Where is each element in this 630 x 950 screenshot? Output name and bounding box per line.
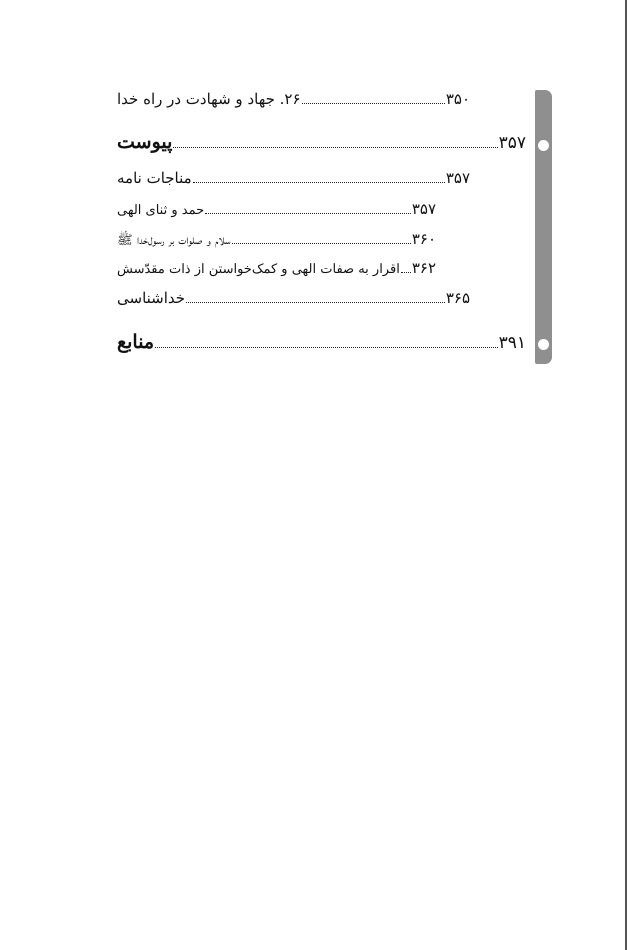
dot-leader <box>205 213 411 214</box>
toc-subentry[interactable] <box>116 200 436 218</box>
toc-section-heading[interactable] <box>116 331 526 353</box>
dot-leader <box>401 272 411 273</box>
toc-section-heading[interactable] <box>116 131 526 153</box>
toc-entry-title: سلام و صلوات بر رسول‌خدا ﷺ <box>117 233 231 248</box>
toc-entry-title: خداشناسی <box>117 289 186 307</box>
toc-entry-page: ۳۵۷ <box>498 133 526 153</box>
toc-entry-page: ۳۵۷ <box>411 200 436 218</box>
bullet-icon <box>538 140 549 151</box>
section-marker-bar <box>535 90 552 364</box>
dot-leader <box>232 243 411 244</box>
toc-entry-title: اقرار به صفات الهی و کمک‌خواستن از ذات مقدّسش <box>117 262 400 277</box>
toc-subentry[interactable] <box>116 259 436 277</box>
page-edge-line <box>625 0 627 950</box>
dot-leader <box>302 103 445 104</box>
toc-entry-page: ۳۵۷ <box>445 169 470 187</box>
bullet-icon <box>538 339 549 350</box>
toc-entry-page: ۳۶۲ <box>411 259 436 277</box>
toc-entry-page: ۳۶۵ <box>445 289 470 307</box>
toc-entry-title: حمد و ثنای الهی <box>117 203 205 218</box>
toc-subentry[interactable] <box>116 230 436 251</box>
toc-entry-page: ۳۶۰ <box>411 230 436 248</box>
toc-entry[interactable] <box>116 289 470 307</box>
toc-entry-title: مناجات نامه <box>117 169 192 187</box>
toc-entry-page: ۳۹۱ <box>498 333 526 353</box>
toc-entry-page: ۳۵۰ <box>445 90 470 108</box>
dot-leader <box>186 302 445 303</box>
dot-leader <box>173 147 497 148</box>
toc-entry-title: ۲۶. جهاد و شهادت در راه خدا <box>117 90 301 108</box>
toc-entry[interactable] <box>116 90 470 108</box>
dot-leader <box>155 347 497 348</box>
toc-section-title: پیوست <box>117 131 173 153</box>
dot-leader <box>193 182 445 183</box>
toc-entry[interactable] <box>116 169 470 187</box>
toc-section-title: منابع <box>117 331 155 353</box>
